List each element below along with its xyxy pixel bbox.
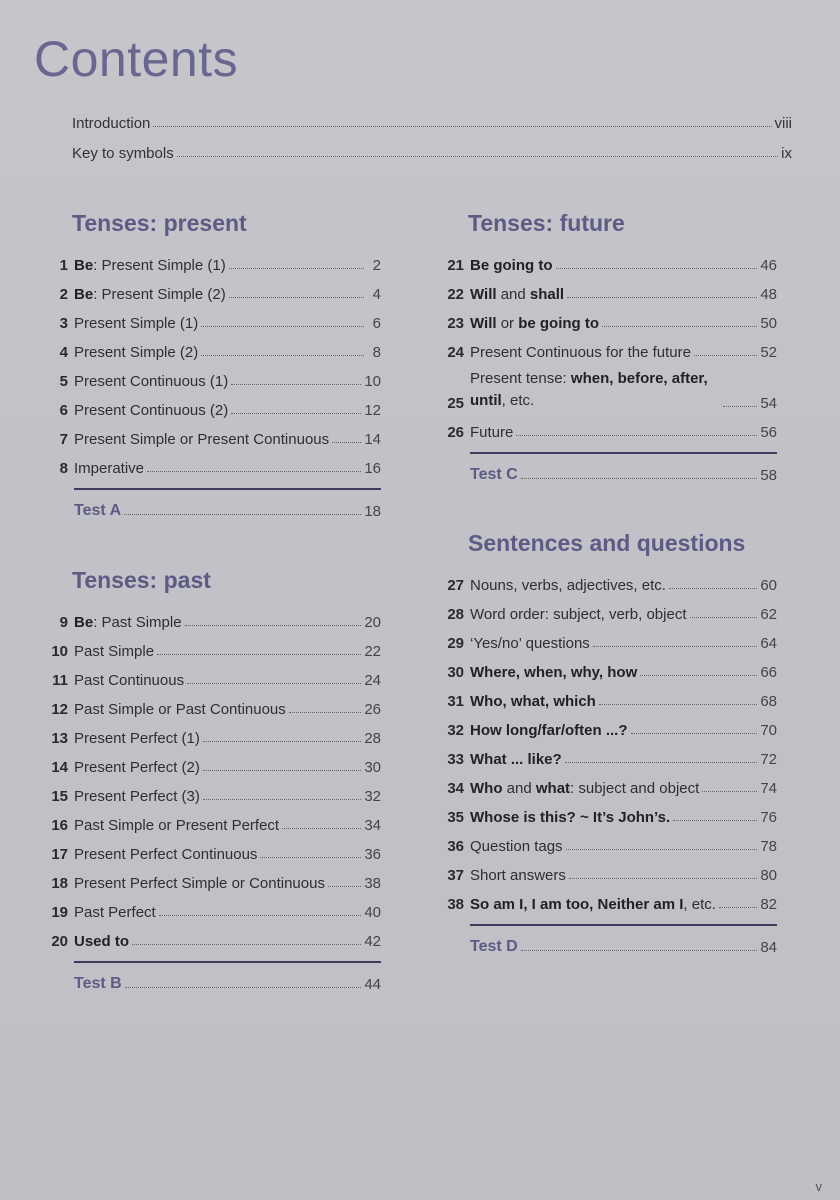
toc-entry[interactable] (36, 397, 381, 419)
entry-label: Word order: subject, verb, object (470, 606, 687, 623)
entry-page: 42 (364, 933, 381, 950)
toc-entry[interactable] (36, 928, 381, 950)
toc-entry[interactable] (36, 754, 381, 776)
entry-label: Present Perfect Continuous (74, 846, 258, 863)
section-heading: Tenses: present (72, 210, 247, 236)
entry-label: Whose is this? ~ It’s John’s. (470, 809, 671, 826)
dot-leader (631, 732, 758, 734)
entry-page: 66 (760, 664, 777, 681)
entry-label: Will or be going to (470, 315, 600, 332)
entry-label: Past Perfect (74, 904, 156, 921)
toc-entry[interactable] (36, 281, 381, 303)
toc-entry[interactable] (36, 696, 381, 718)
entry-page: 16 (364, 460, 381, 477)
toc-entry[interactable] (432, 804, 777, 826)
entry-number: 2 (59, 286, 68, 303)
section-heading: Tenses: future (468, 210, 625, 236)
toc-entry[interactable] (36, 638, 381, 660)
dot-leader (229, 267, 364, 269)
toc-entry[interactable] (36, 609, 381, 631)
entry-number: 29 (447, 635, 464, 652)
dot-leader (599, 703, 757, 705)
entry-number: 17 (51, 846, 68, 863)
entry-number: 20 (51, 933, 68, 950)
entry-label: Present Simple or Present Continuous (74, 431, 330, 448)
dot-leader (567, 296, 757, 298)
entry-page: 54 (760, 395, 777, 412)
dot-leader (719, 906, 757, 908)
toc-entry[interactable] (432, 717, 777, 739)
dot-leader (185, 624, 362, 626)
entry-number: 28 (447, 606, 464, 623)
entry-number: 18 (51, 875, 68, 892)
entry-number: 36 (447, 838, 464, 855)
entry-page: 34 (364, 817, 381, 834)
toc-entry[interactable] (36, 812, 381, 834)
section-divider (74, 488, 381, 490)
entry-number: 4 (59, 344, 68, 361)
entry-number: 9 (59, 614, 68, 631)
entry-number: 5 (59, 373, 68, 390)
dot-leader (125, 986, 362, 988)
entry-label: Will and shall (470, 286, 565, 303)
entry-page: 52 (760, 344, 777, 361)
section-heading: Tenses: past (72, 567, 211, 593)
toc-entry[interactable] (36, 725, 381, 747)
entry-number: 24 (447, 344, 464, 361)
dot-leader (521, 949, 758, 951)
dot-leader (282, 827, 361, 829)
entry-label: Past Continuous (74, 672, 185, 689)
test-entry[interactable] (74, 498, 381, 520)
section-heading: Sentences and questions (468, 530, 746, 556)
test-label: Test B (74, 975, 122, 992)
entry-number: 16 (51, 817, 68, 834)
entry-label: Past Simple or Present Perfect (74, 817, 280, 834)
entry-label: Present Continuous (1) (74, 373, 229, 390)
entry-label: Be: Past Simple (74, 614, 182, 631)
entry-page: 36 (364, 846, 381, 863)
entry-page: 32 (364, 788, 381, 805)
entry-label: Imperative (74, 460, 145, 477)
toc-entry-key-to-symbols[interactable] (72, 140, 792, 162)
test-label: Test D (470, 938, 518, 955)
entry-number: 13 (51, 730, 68, 747)
entry-number: 8 (59, 460, 68, 477)
dot-leader (201, 354, 364, 356)
entry-number: 27 (447, 577, 464, 594)
entry-page: 70 (760, 722, 777, 739)
toc-entry[interactable] (36, 455, 381, 477)
dot-leader (201, 325, 364, 327)
entry-label: Who and what: subject and object (470, 780, 700, 797)
entry-number: 35 (447, 809, 464, 826)
entry-label: Past Simple or Past Continuous (74, 701, 286, 718)
test-page: 18 (364, 503, 381, 520)
entry-number: 25 (447, 395, 464, 412)
entry-number: 33 (447, 751, 464, 768)
page-title: Contents (34, 31, 239, 87)
entry-page: ix (781, 145, 792, 162)
dot-leader (723, 405, 757, 407)
dot-leader (159, 914, 362, 916)
entry-page: 46 (760, 257, 777, 274)
entry-label: How long/far/often ...? (470, 722, 628, 739)
entry-number: 22 (447, 286, 464, 303)
dot-leader (332, 441, 361, 443)
entry-number: 37 (447, 867, 464, 884)
dot-leader (157, 653, 361, 655)
entry-label: Short answers (470, 867, 566, 884)
entry-label: Be: Present Simple (1) (74, 257, 226, 274)
entry-page: 72 (760, 751, 777, 768)
dot-leader (565, 761, 758, 763)
entry-label: Be going to (470, 257, 553, 274)
entry-number: 31 (447, 693, 464, 710)
entry-page: 2 (372, 257, 381, 274)
entry-page: 68 (760, 693, 777, 710)
test-page: 58 (760, 467, 777, 484)
toc-entry[interactable] (36, 870, 381, 892)
entry-number: 6 (59, 402, 68, 419)
entry-label: Question tags (470, 838, 563, 855)
entry-label: ‘Yes/no’ questions (470, 635, 590, 652)
toc-entry[interactable] (36, 899, 381, 921)
entry-page: 60 (760, 577, 777, 594)
entry-page: 82 (760, 896, 777, 913)
entry-number: 3 (59, 315, 68, 332)
dot-leader (673, 819, 757, 821)
entry-label: Introduction (72, 115, 151, 132)
toc-entry[interactable] (36, 310, 381, 332)
test-label: Test C (470, 466, 518, 483)
dot-leader (669, 587, 757, 589)
toc-entry[interactable] (432, 833, 777, 855)
entry-page: 26 (364, 701, 381, 718)
entry-label: What ... like? (470, 751, 562, 768)
entry-number: 1 (59, 257, 68, 274)
entry-label: Past Simple (74, 643, 155, 660)
entry-page: 4 (372, 286, 381, 303)
dot-leader (566, 848, 758, 850)
entry-page: 28 (364, 730, 381, 747)
entry-label: Present Perfect (1) (74, 730, 200, 747)
entry-number: 11 (52, 672, 68, 689)
entry-number: 38 (447, 896, 464, 913)
toc-entry[interactable] (432, 339, 777, 361)
entry-label: Present Simple (1) (74, 315, 199, 332)
toc-entry[interactable] (432, 572, 777, 594)
entry-page: 30 (364, 759, 381, 776)
dot-leader (153, 125, 771, 127)
entry-number: 10 (51, 643, 68, 660)
entry-page: 8 (372, 344, 381, 361)
test-entry[interactable] (470, 934, 777, 956)
entry-label: So am I, I am too, Neither am I, etc. (470, 896, 716, 913)
dot-leader (556, 267, 758, 269)
entry-page: 22 (364, 643, 381, 660)
entry-label: Used to (74, 933, 130, 950)
dot-leader (229, 296, 364, 298)
entry-label: Present tense: when, before, after, until, etc. (470, 370, 708, 409)
entry-page: 56 (760, 424, 777, 441)
entry-page: 14 (364, 431, 381, 448)
section-divider (470, 452, 777, 454)
toc-entry[interactable] (432, 419, 777, 441)
entry-number: 12 (51, 701, 68, 718)
dot-leader (177, 155, 778, 157)
entry-number: 34 (447, 780, 464, 797)
entry-label: Be: Present Simple (2) (74, 286, 226, 303)
entry-number: 19 (51, 904, 68, 921)
entry-number: 7 (59, 431, 68, 448)
toc-entry[interactable] (432, 281, 777, 303)
entry-page: 50 (760, 315, 777, 332)
entry-page: 62 (760, 606, 777, 623)
toc-entry[interactable] (432, 252, 777, 274)
dot-leader (124, 513, 361, 515)
entry-label: Present Continuous for the future (470, 344, 691, 361)
toc-entry[interactable] (36, 426, 381, 448)
dot-leader (289, 711, 362, 713)
toc-entry[interactable] (36, 252, 381, 274)
toc-entry[interactable] (432, 746, 777, 768)
entry-label: Nouns, verbs, adjectives, etc. (470, 577, 666, 594)
entry-number: 26 (447, 424, 464, 441)
entry-page: 48 (760, 286, 777, 303)
dot-leader (187, 682, 361, 684)
entry-label: Present Perfect (2) (74, 759, 200, 776)
entry-label: Present Perfect Simple or Continuous (74, 875, 325, 892)
dot-leader (702, 790, 757, 792)
entry-page: 40 (364, 904, 381, 921)
toc-entry[interactable] (432, 659, 777, 681)
entry-label: Present Continuous (2) (74, 402, 229, 419)
dot-leader (593, 645, 758, 647)
entry-number: 23 (447, 315, 464, 332)
entry-number: 30 (447, 664, 464, 681)
dot-leader (690, 616, 758, 618)
entry-page: 74 (760, 780, 777, 797)
entry-page: 64 (760, 635, 777, 652)
dot-leader (260, 856, 361, 858)
entry-number: 15 (51, 788, 68, 805)
toc-entry[interactable] (432, 891, 777, 913)
toc-entry[interactable] (432, 368, 777, 412)
entry-page: 38 (364, 875, 381, 892)
toc-entry[interactable] (36, 783, 381, 805)
test-page: 84 (760, 939, 777, 956)
toc-entry[interactable] (432, 862, 777, 884)
toc-entry[interactable] (432, 601, 777, 623)
entry-number: 14 (51, 759, 68, 776)
dot-leader (132, 943, 361, 945)
toc-entry[interactable] (432, 630, 777, 652)
entry-page: 76 (760, 809, 777, 826)
dot-leader (516, 434, 757, 436)
section-divider (470, 924, 777, 926)
dot-leader (203, 769, 361, 771)
entry-number: 32 (447, 722, 464, 739)
dot-leader (147, 470, 361, 472)
entry-page: 24 (364, 672, 381, 689)
dot-leader (602, 325, 757, 327)
entry-label: Key to symbols (72, 145, 174, 162)
dot-leader (569, 877, 757, 879)
toc-entry[interactable] (36, 667, 381, 689)
entry-page: viii (774, 115, 792, 132)
toc-entry[interactable] (36, 339, 381, 361)
test-entry[interactable] (74, 971, 381, 993)
page-number: v (815, 1179, 822, 1194)
test-page: 44 (364, 976, 381, 993)
dot-leader (231, 383, 361, 385)
toc-entry[interactable] (432, 688, 777, 710)
test-label: Test A (74, 502, 122, 519)
toc-entry[interactable] (432, 310, 777, 332)
toc-entry-introduction[interactable] (72, 110, 792, 132)
entry-label: Present Simple (2) (74, 344, 199, 361)
entry-label: Future (470, 424, 514, 441)
toc-entry[interactable] (432, 775, 777, 797)
dot-leader (640, 674, 757, 676)
entry-page: 6 (372, 315, 381, 332)
dot-leader (694, 354, 757, 356)
dot-leader (203, 798, 361, 800)
entry-number: 21 (447, 257, 464, 274)
dot-leader (203, 740, 361, 742)
entry-page: 12 (364, 402, 381, 419)
entry-page: 80 (760, 867, 777, 884)
entry-label: Present Perfect (3) (74, 788, 200, 805)
dot-leader (231, 412, 361, 414)
dot-leader (521, 477, 758, 479)
entry-page: 10 (364, 373, 381, 390)
entry-label: Where, when, why, how (470, 664, 638, 681)
entry-label: Who, what, which (470, 693, 596, 710)
test-entry[interactable] (470, 462, 777, 484)
entry-page: 20 (364, 614, 381, 631)
entry-page: 78 (760, 838, 777, 855)
toc-entry[interactable] (36, 368, 381, 390)
dot-leader (328, 885, 361, 887)
section-divider (74, 961, 381, 963)
toc-entry[interactable] (36, 841, 381, 863)
